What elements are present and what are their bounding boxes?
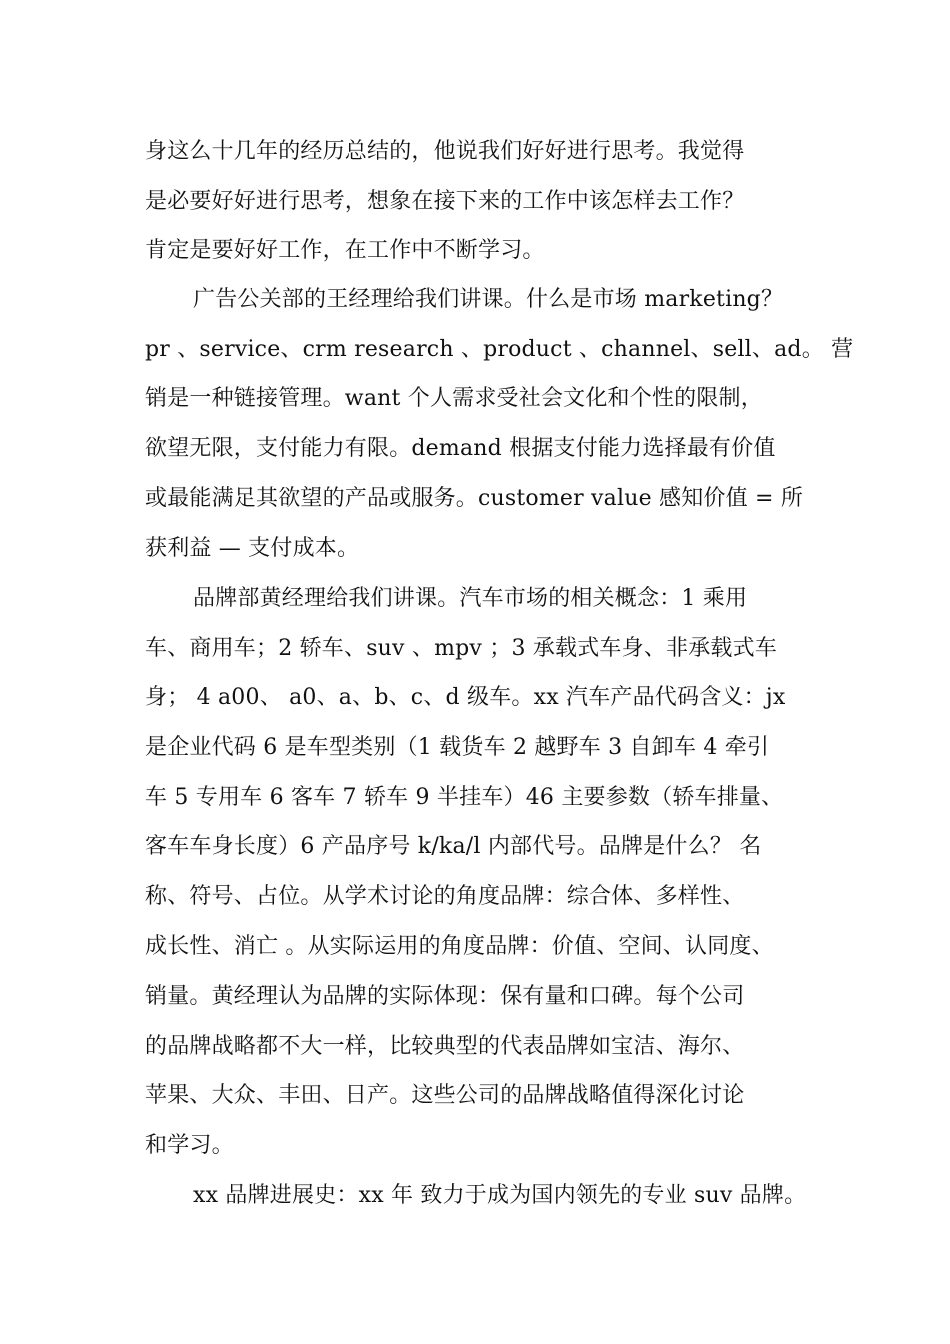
text-line: 客车车身长度）6 产品序号 k/ka/l 内部代号。品牌是什么？ 名 [145,834,762,859]
paragraph-start-line: 品牌部黄经理给我们讲课。汽车市场的相关概念：1 乘用 [193,586,748,611]
text-line: 车、商用车；2 轿车、suv 、mpv ；3 承载式车身、非承载式车 [145,636,778,661]
text-line: 或最能满足其欲望的产品或服务。customer value 感知价值 = 所 [145,486,804,511]
text-line: 肯定是要好好工作，在工作中不断学习。 [145,238,545,263]
text-line: 身； 4 a00、 a0、a、b、c、d 级车。xx 汽车产品代码含义：jx [145,685,786,710]
text-line: 苹果、大众、丰田、日产。这些公司的品牌战略值得深化讨论 [145,1083,745,1108]
paragraph-start-line: 广告公关部的王经理给我们讲课。什么是市场 marketing？ [193,287,784,312]
text-line: 销是一种链接管理。want 个人需求受社会文化和个性的限制， [145,386,763,411]
text-line: 称、符号、占位。从学术讨论的角度品牌：综合体、多样性、 [145,884,745,909]
text-line: 是必要好好进行思考，想象在接下来的工作中该怎样去工作？ [145,189,745,214]
text-line: 车 5 专用车 6 客车 7 轿车 9 半挂车）46 主要参数（轿车排量、 [145,785,784,810]
text-line: 是企业代码 6 是车型类别（1 载货车 2 越野车 3 自卸车 4 牵引 [145,735,770,760]
text-line: 欲望无限，支付能力有限。demand 根据支付能力选择最有价值 [145,436,776,461]
text-line: 销量。黄经理认为品牌的实际体现：保有量和口碑。每个公司 [145,984,745,1009]
text-line: 和学习。 [145,1133,234,1158]
paragraph-start-line: xx 品牌进展史：xx 年 致力于成为国内领先的专业 suv 品牌。 [193,1183,807,1208]
text-line: 身这么十几年的经历总结的，他说我们好好进行思考。我觉得 [145,139,745,164]
text-line: 获利益 — 支付成本。 [145,536,360,561]
text-line: pr 、service、crm research 、product 、channel、sell、ad。 营 [145,337,854,362]
text-line: 的品牌战略都不大一样，比较典型的代表品牌如宝洁、海尔、 [145,1034,745,1059]
text-line: 成长性、消亡 。从实际运用的角度品牌：价值、空间、认同度、 [145,934,774,959]
